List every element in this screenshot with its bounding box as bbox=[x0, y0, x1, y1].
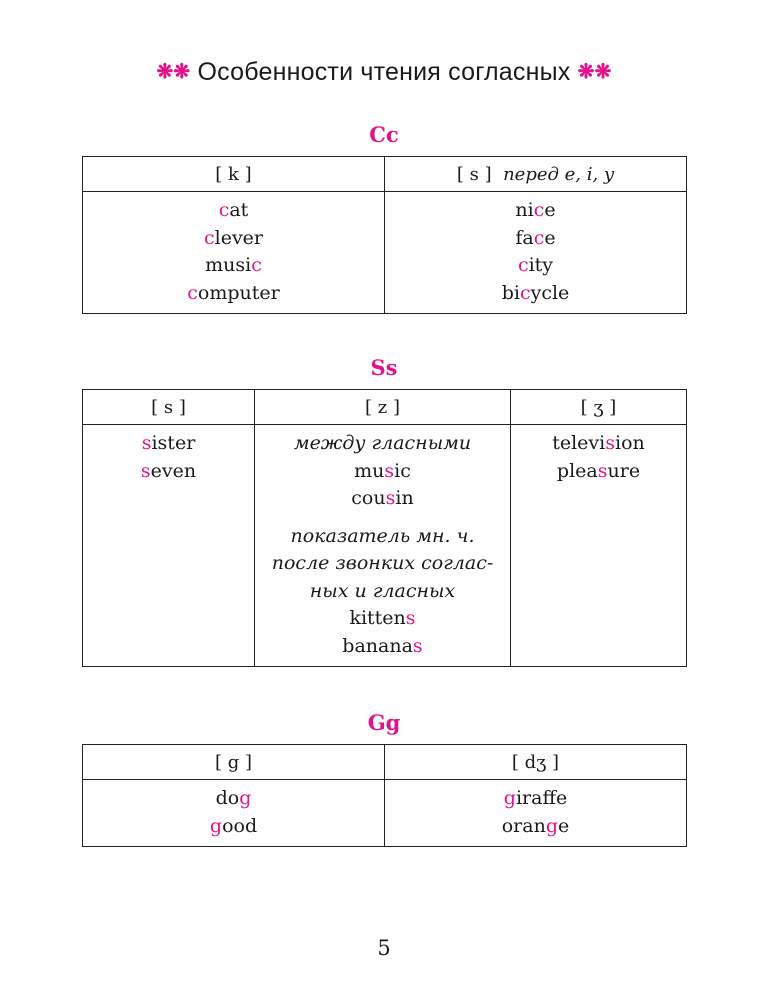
word-seven: seven bbox=[140, 459, 197, 482]
word-clever: clever bbox=[203, 226, 264, 249]
word-nice: nice bbox=[515, 199, 556, 221]
word-television: television bbox=[552, 432, 645, 454]
table-gg bbox=[82, 744, 687, 847]
word-sister: sister bbox=[141, 432, 196, 454]
page-title-text: Особенности чтения согласных bbox=[197, 58, 571, 86]
words-column-s bbox=[83, 425, 255, 667]
page-title bbox=[0, 58, 768, 87]
word-music: music bbox=[205, 254, 262, 276]
header-zh: [ ʒ ] bbox=[511, 390, 687, 425]
section-heading-cc: Cc bbox=[369, 122, 399, 147]
word-face: face bbox=[515, 226, 556, 249]
word-bananas: bananas bbox=[342, 634, 423, 657]
words-column-zh bbox=[511, 425, 687, 667]
rule-note: перед e, i, y bbox=[503, 163, 615, 185]
header-k: [ k ] bbox=[83, 157, 385, 192]
words-column-k bbox=[83, 192, 385, 314]
header-s-before-eiy: [ s ] перед e, i, y bbox=[385, 157, 687, 192]
rule-note-between-vowels: между гласными bbox=[293, 432, 472, 454]
word-good: good bbox=[209, 814, 258, 837]
rule-note-plural: после звонких соглас- bbox=[271, 552, 494, 574]
table-cc bbox=[82, 156, 687, 314]
decorative-stars-right: ❋❋ bbox=[577, 61, 612, 83]
section-heading-gg: Gg bbox=[367, 710, 401, 735]
word-cousin: cousin bbox=[351, 487, 414, 509]
section-heading-ss: Ss bbox=[370, 355, 398, 380]
decorative-stars-left: ❋❋ bbox=[156, 61, 191, 83]
header-g: [ g ] bbox=[83, 745, 385, 780]
word-pleasure: pleasure bbox=[556, 459, 641, 482]
word-music: music bbox=[354, 459, 411, 482]
word-dog: dog bbox=[215, 787, 252, 809]
words-column-g bbox=[83, 780, 385, 847]
word-bicycle: bicycle bbox=[501, 281, 570, 304]
words-column-dzh bbox=[385, 780, 687, 847]
header-z: [ z ] bbox=[255, 390, 511, 425]
page-number: 5 bbox=[377, 936, 391, 960]
word-cat: cat bbox=[218, 199, 249, 221]
words-column-z bbox=[255, 425, 511, 667]
word-city: city bbox=[517, 254, 554, 276]
header-s: [ s ] bbox=[83, 390, 255, 425]
words-column-s bbox=[385, 192, 687, 314]
rule-note-plural: показатель мн. ч. bbox=[290, 524, 475, 547]
header-dzh: [ dʒ ] bbox=[385, 745, 687, 780]
word-kittens: kittens bbox=[349, 607, 416, 629]
rule-note-plural: ных и гласных bbox=[309, 579, 456, 602]
table-ss bbox=[82, 389, 687, 667]
word-orange: orange bbox=[501, 814, 570, 837]
word-giraffe: giraffe bbox=[503, 787, 568, 809]
word-computer: computer bbox=[187, 281, 280, 304]
